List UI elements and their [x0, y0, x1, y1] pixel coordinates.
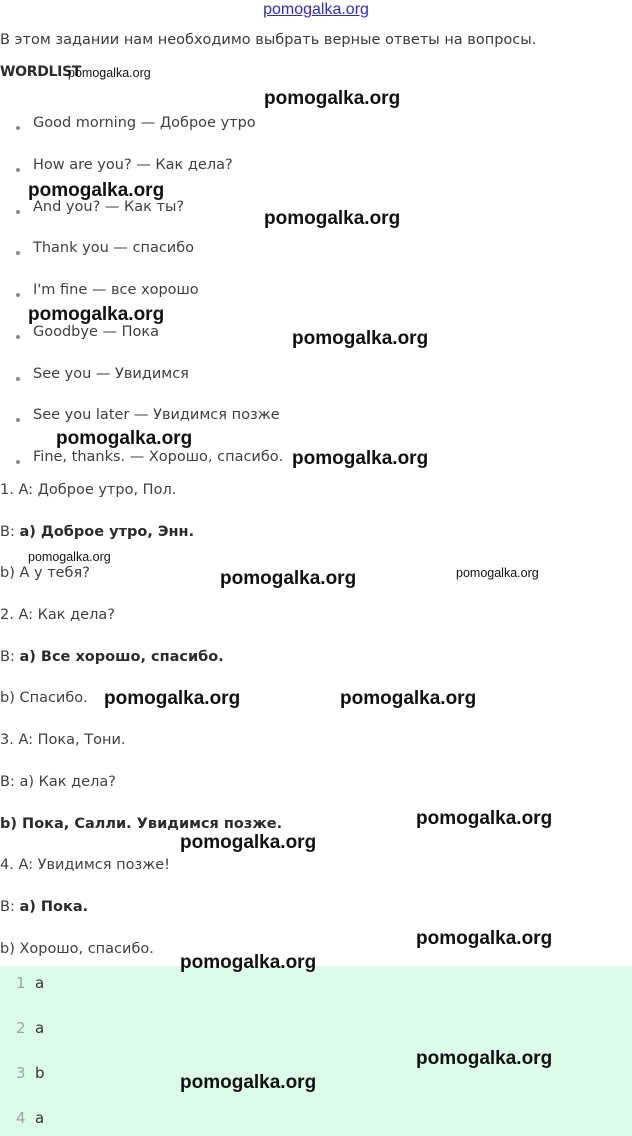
- dialog-question: 2. A: Как дела?: [0, 607, 115, 623]
- dialog-answer-a: [0, 899, 88, 915]
- answer-number: 1: [16, 974, 26, 992]
- bullet-icon: [16, 210, 20, 214]
- answer-option-b: b) Пока, Салли. Увидимся позже.: [0, 816, 283, 832]
- answer-number: 2: [16, 1019, 26, 1037]
- bullet-icon: [16, 126, 20, 130]
- intro-text: В этом задании нам необходимо выбрать верные ответы на вопросы.: [0, 32, 537, 48]
- answer-value: a: [35, 1109, 45, 1127]
- watermark-text: pomogalka.org: [28, 180, 165, 201]
- dialog-question: 4. A: Увидимся позже!: [0, 857, 170, 873]
- bullet-icon: [16, 460, 20, 464]
- answer-number: 4: [16, 1109, 26, 1127]
- wordlist-item: Fine, thanks. — Хорошо, спасибо.: [33, 449, 284, 465]
- dialog-answer-a: [0, 649, 224, 665]
- wordlist-item: I'm fine — все хорошо: [33, 282, 199, 298]
- watermark-text: pomogalka.org: [220, 568, 357, 589]
- speaker-label: B:: [0, 649, 20, 665]
- watermark-text: pomogalka.org: [264, 208, 401, 229]
- watermark-text: pomogalka.org: [292, 328, 429, 349]
- watermark-text: pomogalka.org: [292, 448, 429, 469]
- wordlist-item: And you? — Как ты?: [33, 199, 185, 215]
- watermark-text: pomogalka.org: [416, 1048, 553, 1069]
- watermark-text: pomogalka.org: [456, 566, 539, 580]
- bullet-icon: [16, 377, 20, 381]
- dialog-answer-b: b) Хорошо, спасибо.: [0, 941, 154, 957]
- wordlist-item: See you — Увидимся: [33, 366, 189, 382]
- dialog-answer-b: b) Спасибо.: [0, 690, 88, 706]
- bullet-icon: [16, 251, 20, 255]
- bullet-icon: [16, 418, 20, 422]
- speaker-label: B:: [0, 899, 20, 915]
- bullet-icon: [16, 168, 20, 172]
- wordlist-item: Good morning — Доброе утро: [33, 115, 256, 131]
- watermark-text: pomogalka.org: [180, 952, 317, 973]
- watermark-text: pomogalka.org: [68, 66, 151, 80]
- answer-option-a: a) Доброе утро, Энн.: [19, 524, 195, 540]
- watermark-text: pomogalka.org: [416, 928, 553, 949]
- bullet-icon: [16, 293, 20, 297]
- answer-option-a: a) Как дела?: [19, 774, 116, 790]
- watermark-text: pomogalka.org: [28, 550, 111, 564]
- answer-value: b: [35, 1064, 45, 1082]
- dialog-question: 3. A: Пока, Тони.: [0, 732, 126, 748]
- answer-option-a: a) Все хорошо, спасибо.: [19, 649, 224, 665]
- wordlist-item: Goodbye — Пока: [33, 324, 160, 340]
- bullet-icon: [16, 335, 20, 339]
- dialog-answer-b: [0, 816, 282, 832]
- answer-option-a: a) Пока.: [19, 899, 89, 915]
- watermark-text: pomogalka.org: [180, 832, 317, 853]
- answer-value: a: [35, 1019, 45, 1037]
- speaker-label: B:: [0, 774, 20, 790]
- watermark-text: pomogalka.org: [28, 304, 165, 325]
- wordlist-item: Thank you — спасибо: [33, 240, 195, 256]
- watermark-text: pomogalka.org: [340, 688, 477, 709]
- wordlist-item: How are you? — Как дела?: [33, 157, 233, 173]
- watermark-text: pomogalka.org: [416, 808, 553, 829]
- site-link[interactable]: pomogalka.org: [263, 1, 369, 18]
- wordlist-item: See you later — Увидимся позже: [33, 407, 280, 423]
- watermark-text: pomogalka.org: [56, 428, 193, 449]
- dialog-answer-a: [0, 774, 116, 790]
- dialog-answer-b: b) А у тебя?: [0, 565, 90, 581]
- wordlist-title: WORDLIST: [0, 64, 82, 80]
- answer-value: a: [35, 974, 45, 992]
- dialog-question: 1. A: Доброе утро, Пол.: [0, 482, 177, 498]
- watermark-text: pomogalka.org: [180, 1072, 317, 1093]
- speaker-label: B:: [0, 524, 20, 540]
- watermark-text: pomogalka.org: [104, 688, 241, 709]
- dialog-answer-a: [0, 524, 194, 540]
- answer-number: 3: [16, 1064, 26, 1082]
- watermark-text: pomogalka.org: [264, 88, 401, 109]
